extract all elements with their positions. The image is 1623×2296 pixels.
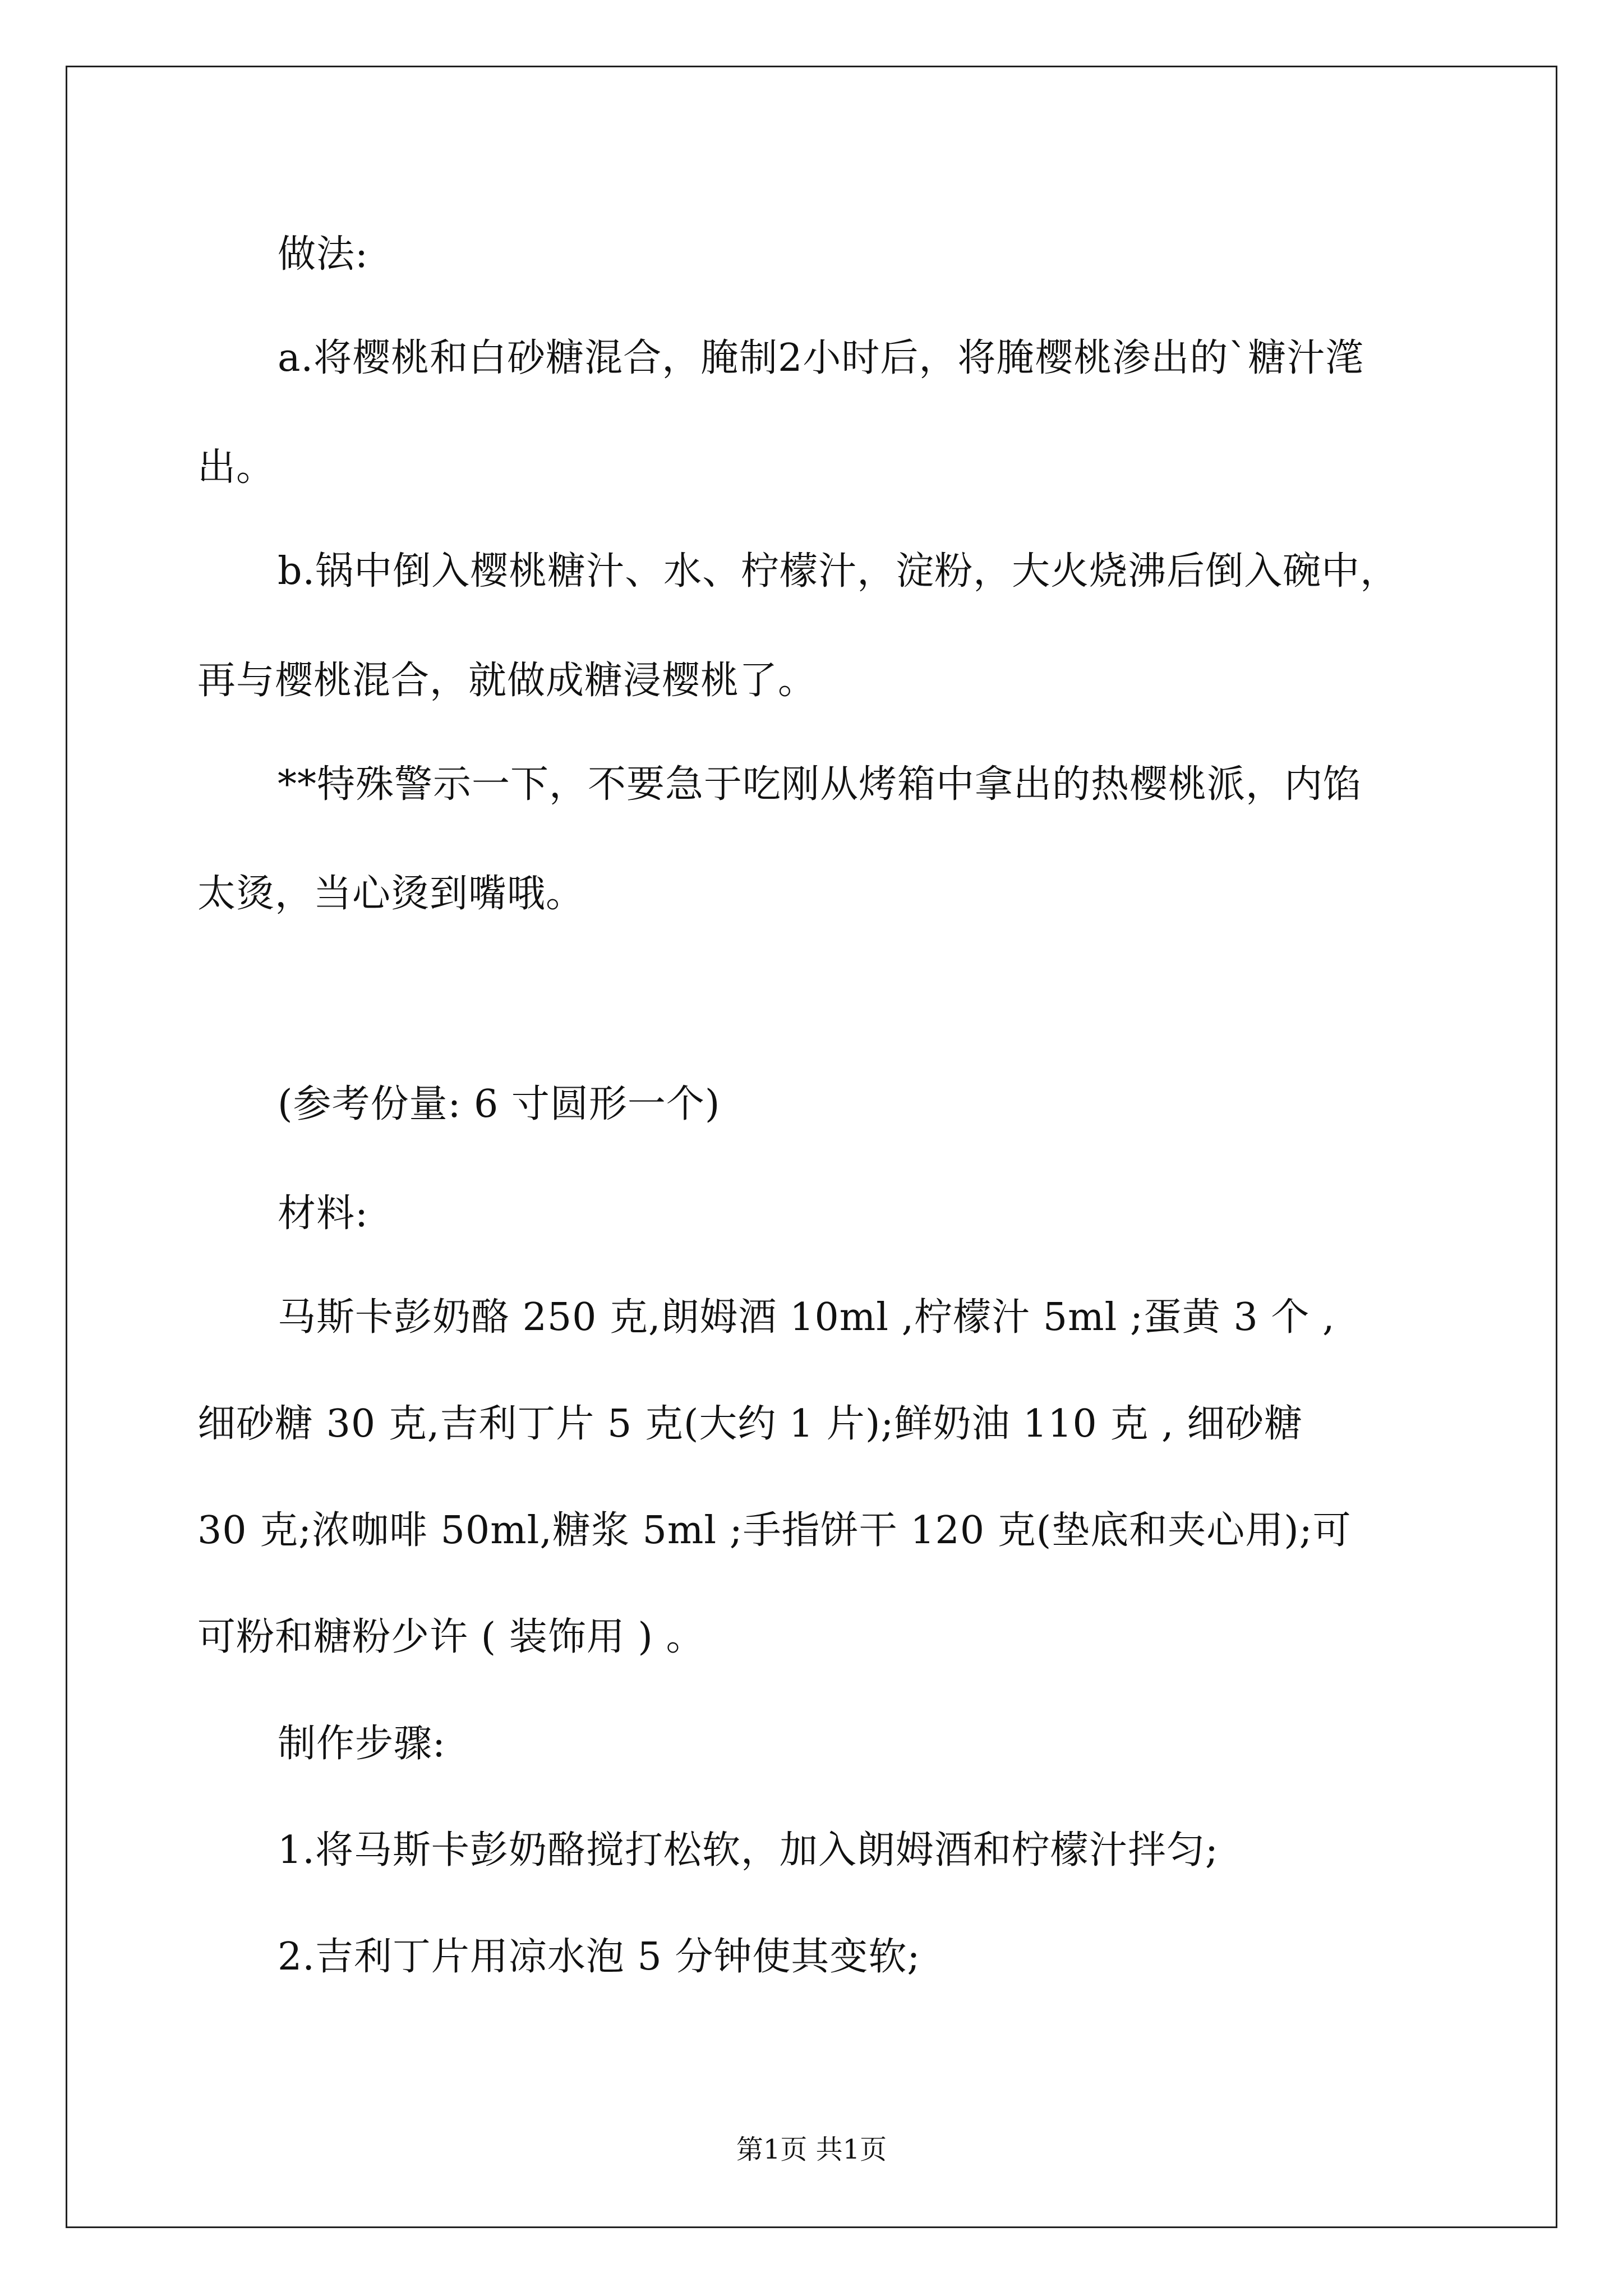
ingredients-line-4: 可粉和糖粉少许 ( 装饰用 ) 。 bbox=[197, 1615, 705, 1659]
serving-size: (参考份量: 6 寸圆形一个) bbox=[278, 1082, 721, 1126]
page-footer: 第1页 共1页 bbox=[736, 2134, 887, 2165]
ingredients-line-1: 马斯卡彭奶酪 250 克,朗姆酒 10ml ,柠檬汁 5ml ;蛋黄 3 个 , bbox=[278, 1295, 1335, 1340]
step-a-line-2: 出。 bbox=[197, 445, 275, 490]
step-b-line-2: 再与樱桃混合，就做成糖浸樱桃了。 bbox=[197, 659, 817, 703]
warning-line-1: **特殊警示一下，不要急于吃刚从烤箱中拿出的热樱桃派，内馅 bbox=[278, 762, 1362, 807]
warning-line-2: 太烫，当心烫到嘴哦。 bbox=[197, 872, 585, 916]
step-b-line-1: b.锅中倒入樱桃糖汁、水、柠檬汁，淀粉，大火烧沸后倒入碗中， bbox=[278, 549, 1399, 593]
step-a-line-1: a.将樱桃和白砂糖混合，腌制2小时后，将腌樱桃渗出的`糖汁滗 bbox=[278, 336, 1364, 380]
ingredients-line-2: 细砂糖 30 克,吉利丁片 5 克(大约 1 片);鲜奶油 110 克 , 细砂糖 bbox=[197, 1402, 1303, 1446]
heading-ingredients: 材料: bbox=[278, 1191, 368, 1236]
heading-method: 做法: bbox=[278, 232, 368, 277]
ingredients-line-3: 30 克;浓咖啡 50ml,糖浆 5ml ;手指饼干 120 克(垫底和夹心用);可 bbox=[197, 1508, 1352, 1553]
page-border bbox=[66, 66, 1557, 2228]
step-2: 2.吉利丁片用凉水泡 5 分钟使其变软; bbox=[278, 1935, 921, 1979]
heading-steps: 制作步骤: bbox=[278, 1722, 446, 1766]
step-1: 1.将马斯卡彭奶酪搅打松软，加入朗姆酒和柠檬汁拌匀; bbox=[278, 1828, 1219, 1872]
